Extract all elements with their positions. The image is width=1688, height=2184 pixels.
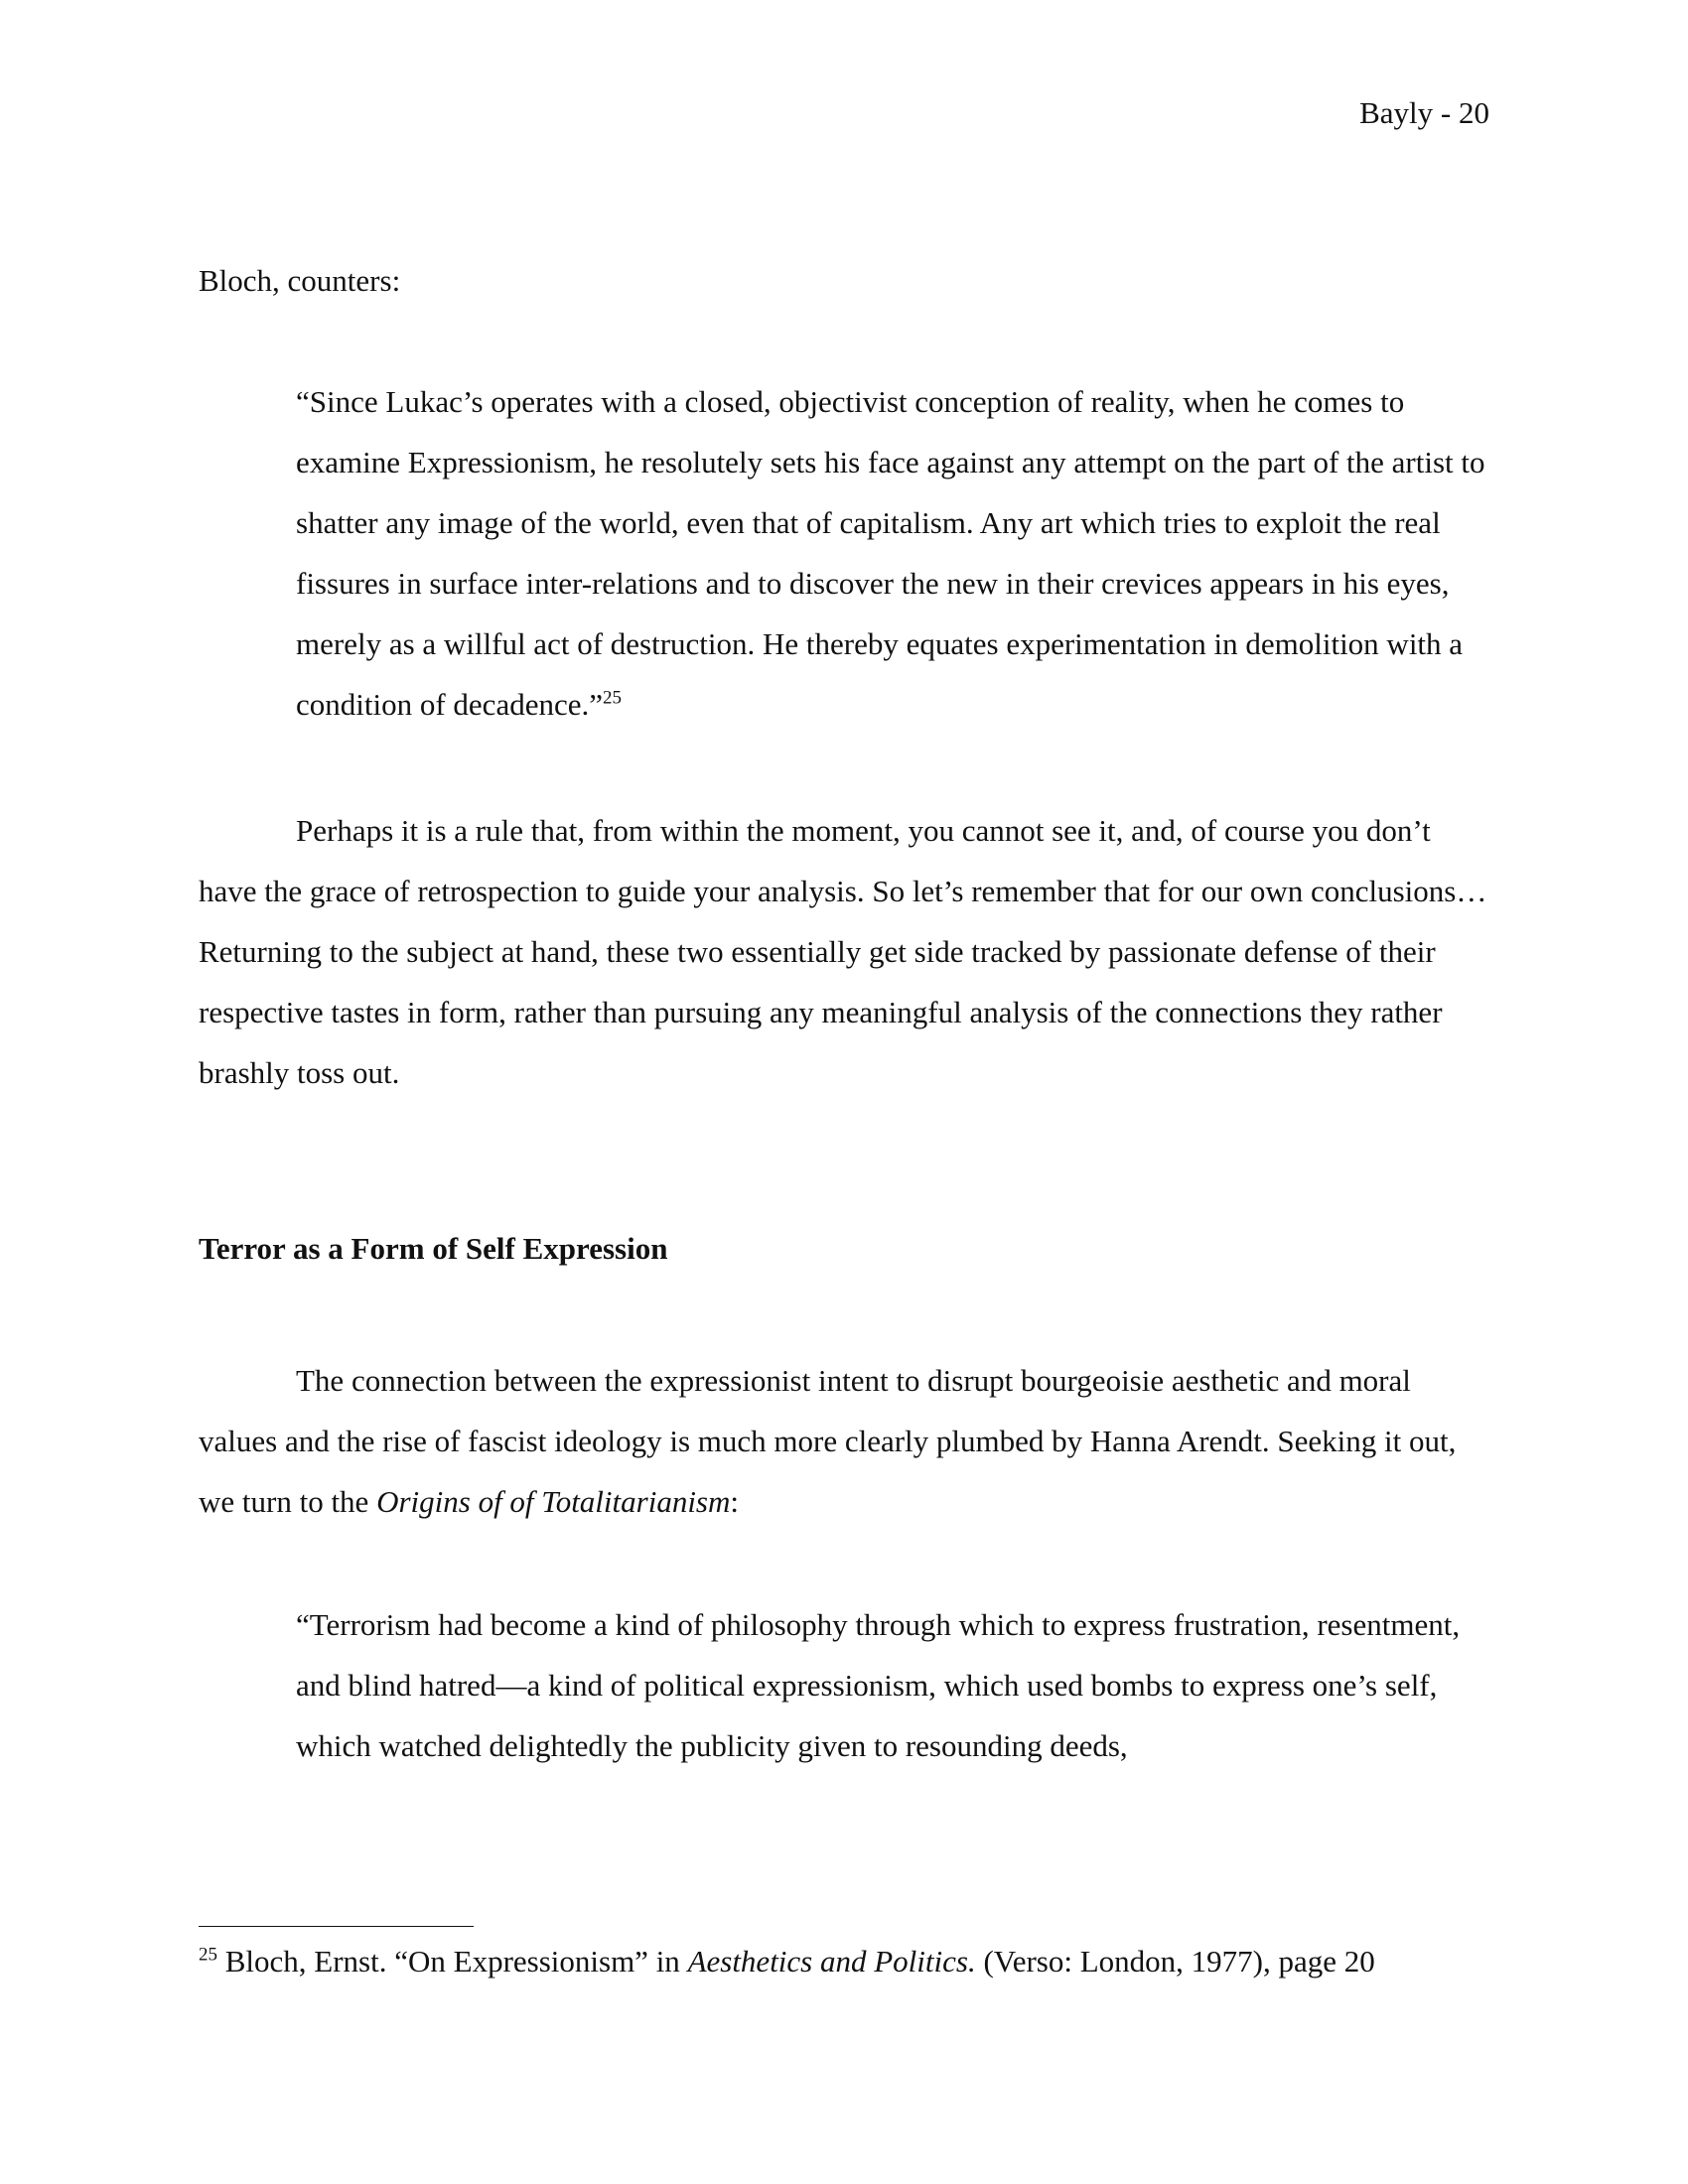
footnote-25 [199,1942,1489,1981]
footnote-book-title: Aesthetics and Politics. [687,1944,976,1979]
intro-text: Bloch, counters: [199,263,401,298]
footnote-separator [199,1926,474,1927]
paragraph-arendt-text [199,1350,1489,1532]
footnote-ref-25[interactable]: 25 [603,687,622,709]
block-quote-arendt [296,1594,1489,1776]
paragraph-arendt [199,1350,1489,1532]
block-quote-bloch [296,371,1489,735]
paragraph-retrospection-text: Perhaps it is a rule that, from within the moment, you cannot see it, and, of course you don’t have the grace of retrospection to guide your analysis. So let’s remember that for our own conclusions… Returning to the subject at hand, these two essentially get side tracked by passionate defense of their respective tastes in form, rather than pursuing any meaningful analysis of the connections they rather brashly toss out. [199,813,1487,1090]
quote-arendt-text: “Terrorism had become a kind of philosophy through which to express frustration, resentment, and blind hatred—a kind of political expressionism, which used bombs to express one’s self, which watched delightedly the publicity given to resounding deeds, [296,1607,1461,1763]
intro-line [199,250,1489,311]
section-heading: Terror as a Form of Self Expression [199,1231,668,1266]
paragraph-arendt-lead: The connection between the expressionist intent to disrupt bourgeoisie aesthetic and moral values and the rise of fascist ideology is much more clearly plumbed by Hanna Arendt. Seeking it out, we turn to the [199,1363,1457,1519]
quote-bloch-text: “Since Lukac’s operates with a closed, objectivist conception of reality, when he comes to examine Expressionism, he resolutely sets his face against any attempt on the part of the artist to shatter any image of the world, even that of capitalism. Any art which tries to exploit the real fissures in surface inter-relations and to discover the new in their crevices appears in his eyes, merely as a willful act of destruction. He thereby equates experimentation in demolition with a condition of decadence.” [296,384,1485,722]
paragraph-arendt-tail: : [730,1484,740,1519]
footnote-number: 25 [199,1944,217,1966]
book-title-origins: Origins of of Totalitarianism [376,1484,731,1519]
footnote-lead: Bloch, Ernst. “On Expressionism” in [217,1944,688,1979]
footnote-tail: (Verso: London, 1977), page 20 [975,1944,1375,1979]
running-header: Bayly - 20 [1359,95,1489,130]
paragraph-retrospection [199,800,1489,1103]
